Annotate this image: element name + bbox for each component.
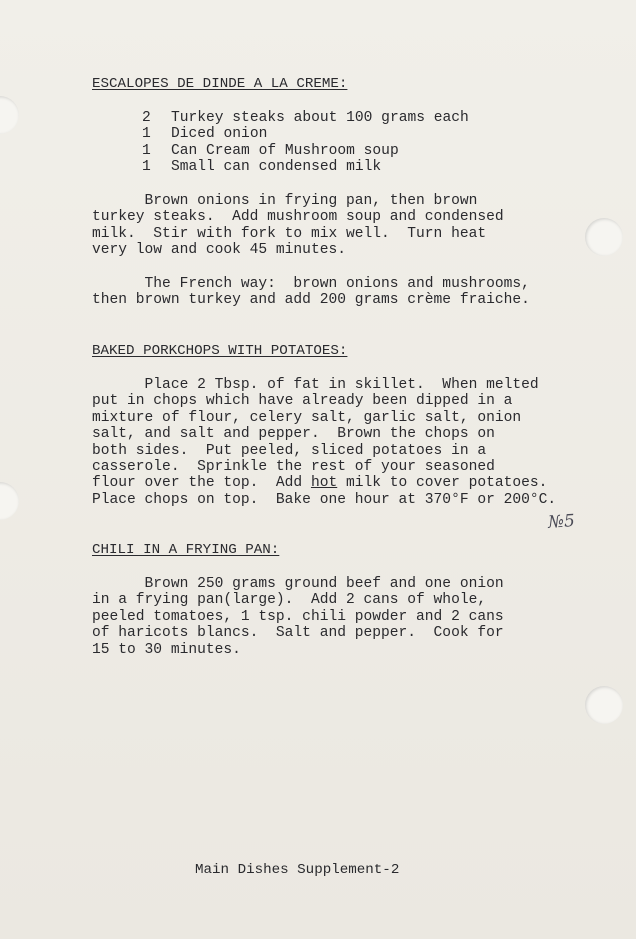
punch-hole-right-bottom bbox=[585, 686, 623, 724]
emphasis-hot: hot bbox=[310, 475, 338, 492]
recipe-title-porkchops: BAKED PORKCHOPS WITH POTATOES: bbox=[92, 343, 348, 359]
ingredient-item: 2 Turkey steaks about 100 grams each bbox=[142, 110, 469, 126]
ingredient-item: 1 Small can condensed milk bbox=[142, 159, 382, 176]
punch-hole-top bbox=[0, 96, 19, 134]
recipe-title-escalopes: ESCALOPES DE DINDE A LA CREME: bbox=[92, 76, 348, 92]
ingredient-list bbox=[142, 110, 469, 176]
ingredient-item: 1 Diced onion bbox=[142, 126, 268, 143]
porkchops-instructions: Place 2 Tbsp. of fat in skillet. When melted put in chops which have already been dipped in a mixture of flour, celery salt, garlic salt, onion salt, and salt and pepper. Brown the chops on both sides. Put peeled, sliced potatoes in a casserole. Sprinkle the rest of your seasoned flour over the top. Add hot milk to cover potatoes. Place chops on top. Bake one hour at 370°F or 200°C. bbox=[92, 377, 557, 508]
escalopes-instructions: Brown onions in frying pan, then brown turkey steaks. Add mushroom soup and condensed milk. Stir with fork to mix well. Turn heat very low and cook 45 minutes. bbox=[92, 193, 504, 259]
recipe-title-chili: CHILI IN A FRYING PAN: bbox=[92, 542, 280, 558]
ingredient-item: 1 Can Cream of Mushroom soup bbox=[142, 142, 399, 159]
chili-instructions: Brown 250 grams ground beef and one onion in a frying pan(large). Add 2 cans of whole, peeled tomatoes, 1 tsp. chili powder and 2 cans of haricots blancs. Salt and pepper. Cook for 15 to 30 minutes. bbox=[92, 576, 504, 658]
escalopes-french-way: The French way: brown onions and mushrooms, then brown turkey and add 200 grams crème fraiche. bbox=[92, 276, 530, 309]
page-footer: Main Dishes Supplement-2 bbox=[195, 862, 400, 878]
punch-hole-left-middle bbox=[0, 482, 19, 520]
handwritten-page-number: №5 bbox=[547, 511, 576, 533]
